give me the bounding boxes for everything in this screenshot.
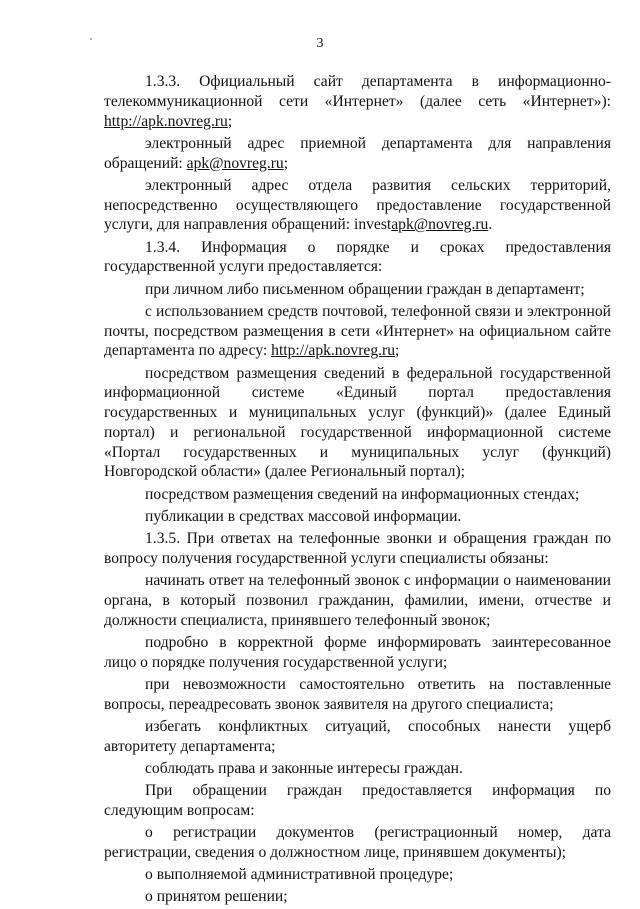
paragraph: [104, 280, 611, 300]
paragraph: [104, 176, 611, 235]
hyperlink[interactable]: apk@novreg.ru: [186, 154, 284, 172]
paragraph-text: соблюдать права и законные интересы граждан.: [145, 759, 463, 777]
paragraph: [104, 72, 611, 131]
paragraph-text: посредством размещения сведений в федеральной государственной информационной системе «Единый портал предоставления государственных и муниципальных услуг (функций)» (далее Единый портал) и региональной государственной информационной системе «Портал государственных и муниципальных услуг (функций) Новгородской области» (далее Региональный портал);: [104, 364, 611, 481]
paragraph-text: с использованием средств почтовой, телефонной связи и электронной почты, посредством размещения в сети «Интернет» на официальном сайте департамента по адресу:: [104, 302, 611, 360]
paragraph-text: ;: [395, 342, 400, 360]
paragraph: [104, 571, 611, 630]
paragraph-text: посредством размещения сведений на информационных стендах;: [145, 485, 580, 503]
hyperlink[interactable]: apk@novreg.ru: [391, 216, 489, 234]
paragraph-text: ;: [283, 154, 289, 172]
page-number: 3: [316, 36, 324, 51]
paragraph: [104, 485, 611, 505]
paragraph-text: ;: [227, 112, 233, 130]
paragraph-text: начинать ответ на телефонный звонок с информации о наименовании органа, в который позвонил гражданин, фамилии, имени, отчестве и должности специалиста, принявшего телефонный звонок;: [104, 572, 611, 629]
paragraph: [104, 507, 611, 527]
paragraph-text: при личном либо письменном обращении граждан в департамент;: [145, 280, 585, 298]
paragraph-text: подробно в корректной форме информировать заинтересованное лицо о порядке получения государственной услуги;: [104, 633, 611, 671]
paragraph-text: о выполняемой административной процедуре;: [145, 865, 454, 883]
paragraph-text: о регистрации документов (регистрационный номер, дата регистрации, сведения о должностном лице, принявшем документы);: [104, 823, 611, 861]
paragraph-text: При обращении граждан предоставляется информация по следующим вопросам:: [104, 781, 611, 819]
paragraph-text: 1.3.5. При ответах на телефонные звонки и обращения граждан по вопросу получения государственной услуги специалисты обязаны:: [104, 530, 611, 567]
paragraph: [104, 781, 611, 821]
paragraph-text: 1.3.4. Информация о порядке и сроках предоставления государственной услуги предоставляется:: [104, 238, 611, 276]
paragraph-text: электронный адрес приемной департамента для направления обращений:: [104, 134, 611, 172]
paragraph: [104, 865, 611, 885]
paragraph: [104, 134, 611, 174]
paragraph: [104, 759, 611, 779]
paragraph: [104, 529, 611, 569]
hyperlink[interactable]: http://apk.novreg.ru: [271, 342, 395, 360]
paragraph: [104, 823, 611, 863]
paragraph: [104, 238, 611, 278]
paragraph: [104, 364, 611, 483]
hyperlink[interactable]: http://apk.novreg.ru: [104, 112, 228, 130]
paragraph-text: электронный адрес отдела развития сельских территорий, непосредственно осуществляющего предоставление государственной услуги, для направления обращений: invest: [104, 176, 611, 234]
paragraph: [104, 302, 611, 361]
paragraph: [104, 633, 611, 673]
paragraph-text: о принятом решении;: [145, 888, 288, 906]
paragraph-text: публикации в средствах массовой информации.: [145, 507, 462, 525]
paragraph: [104, 717, 611, 757]
paragraph-text: при невозможности самостоятельно ответить на поставленные вопросы, переадресовать звонок заявителя на другого специалиста;: [104, 675, 611, 713]
paragraph: [104, 675, 611, 715]
paragraph-text: .: [488, 216, 493, 234]
paragraph: [104, 887, 611, 907]
paragraph-text: 1.3.3. Официальный сайт департамента в информационно-телекоммуникационной сети «Интернет» (далее сеть «Интернет»):: [104, 73, 611, 110]
paragraph-text: избегать конфликтных ситуаций, способных нанести ущерб авторитету департамента;: [104, 717, 611, 755]
document-body: [104, 72, 611, 909]
